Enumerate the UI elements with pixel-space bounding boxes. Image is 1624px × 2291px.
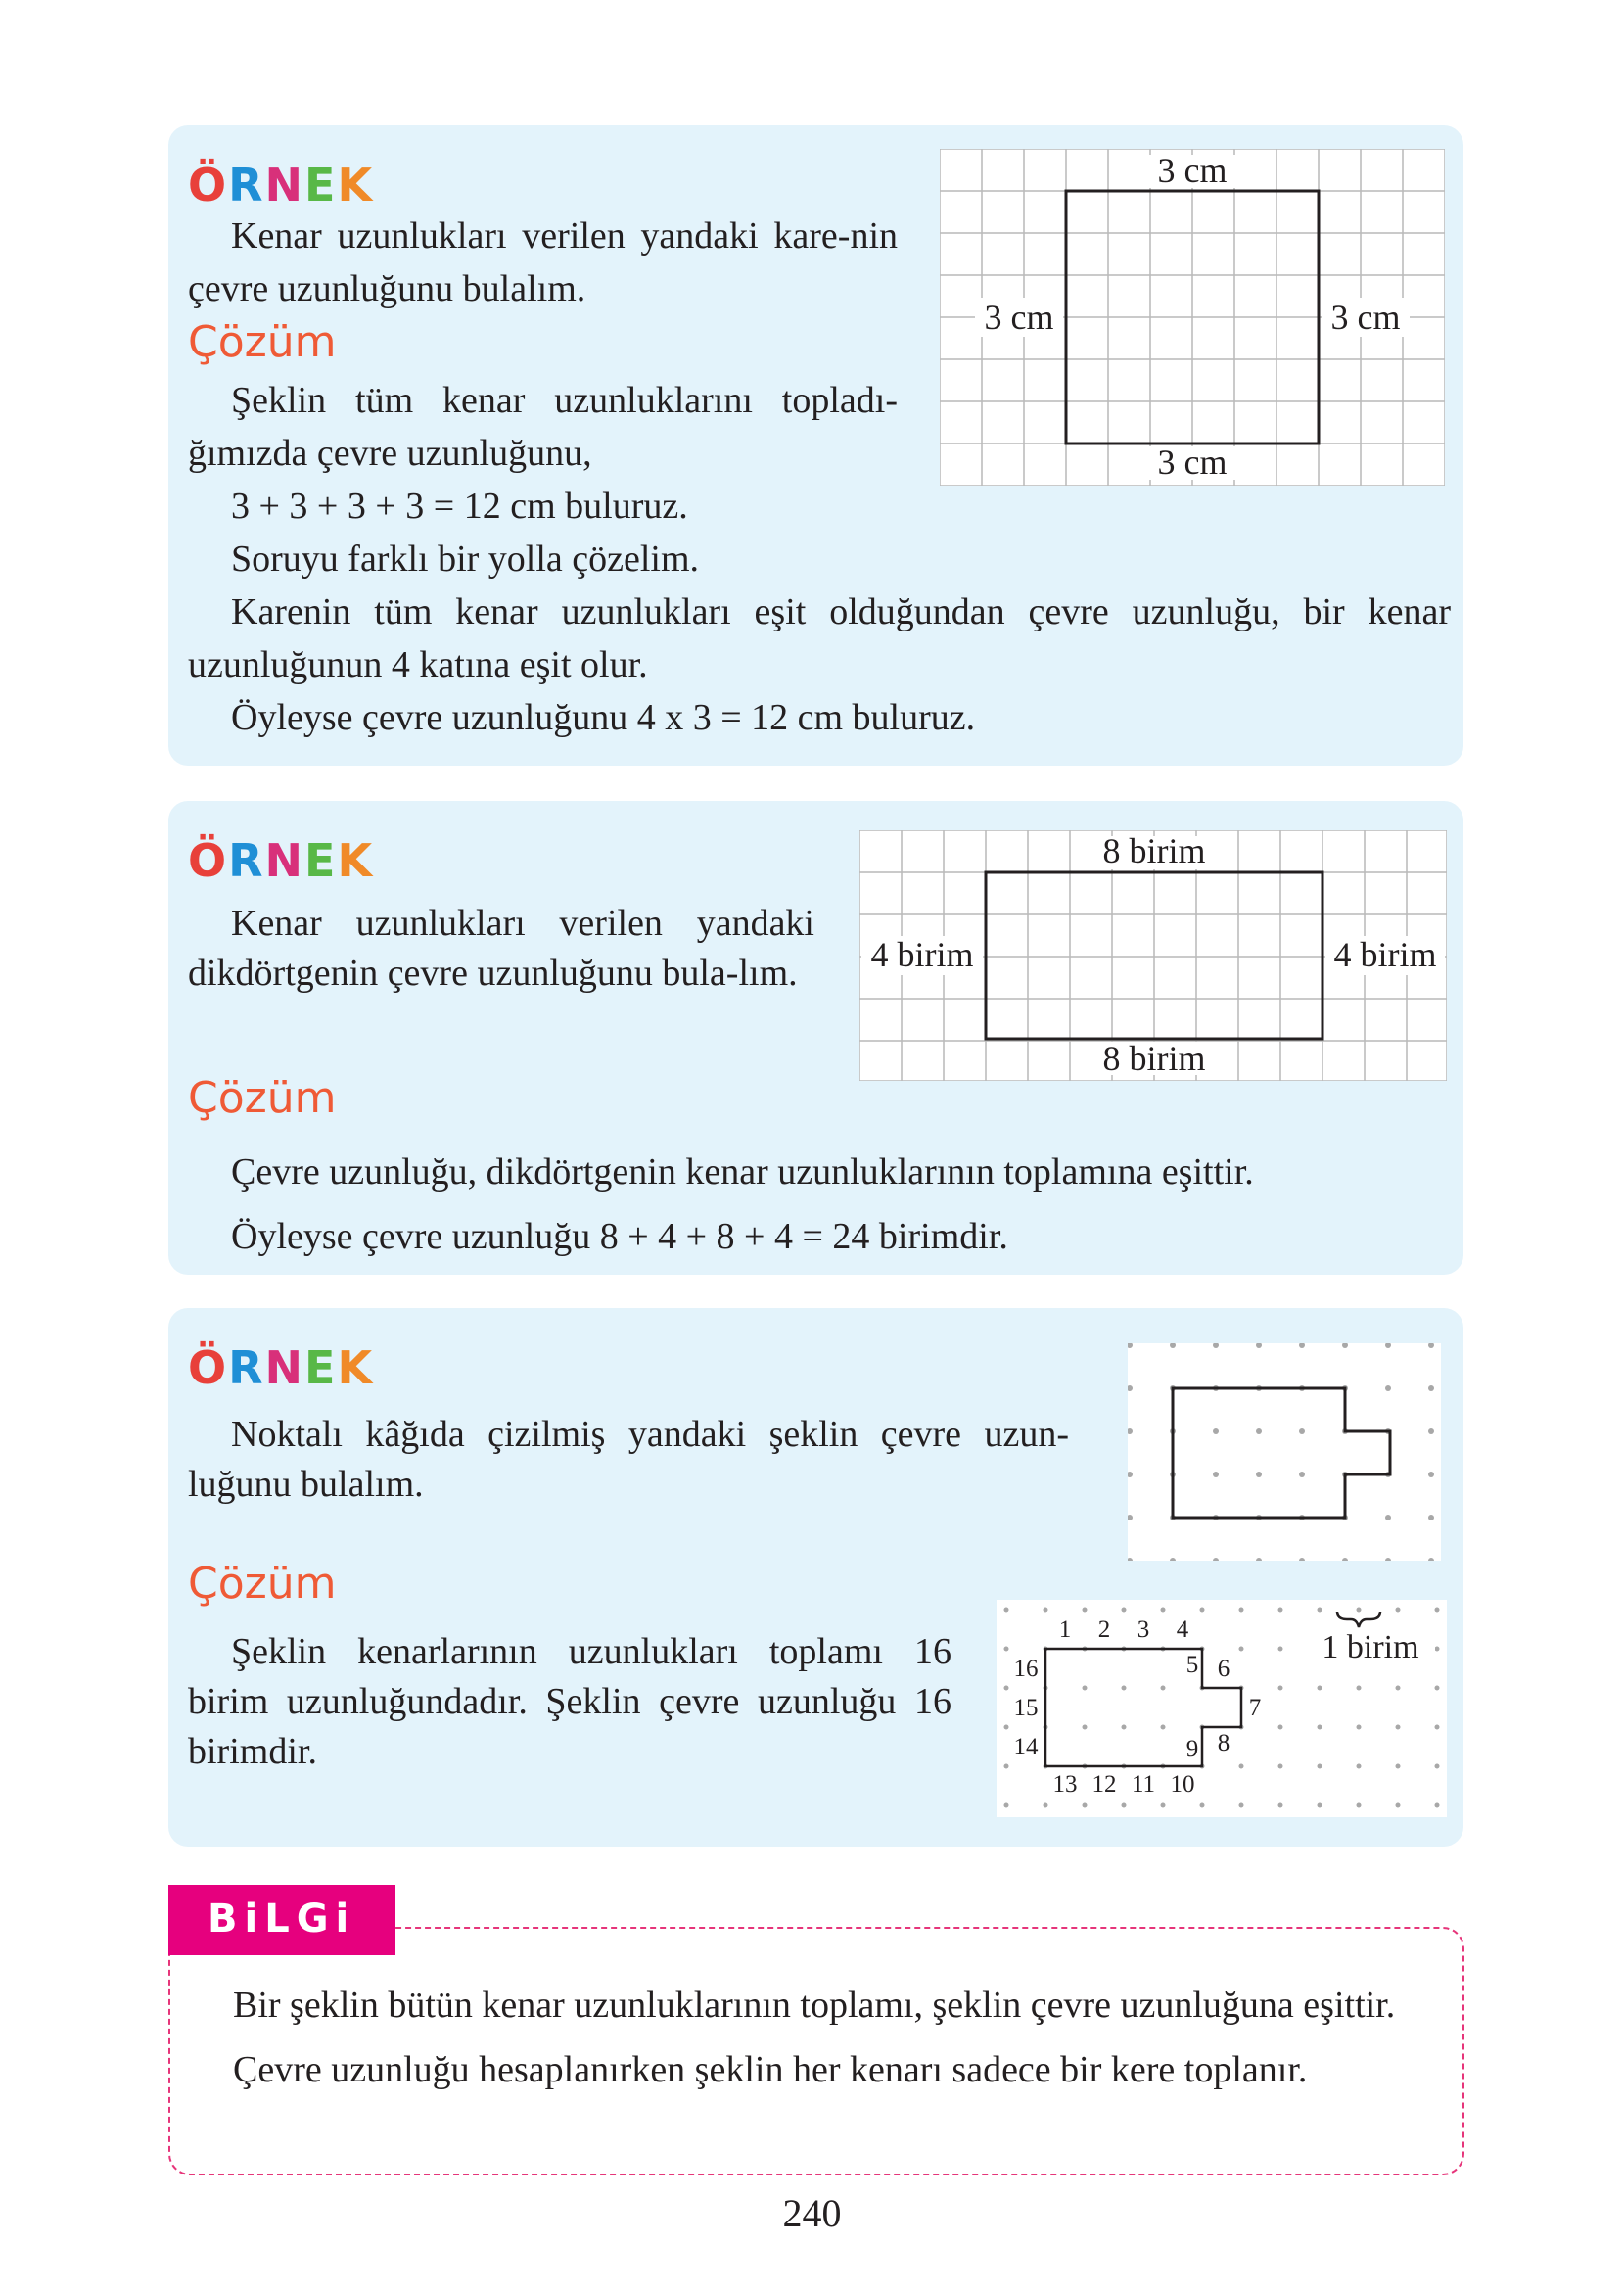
grid-dot xyxy=(1200,1803,1205,1808)
top-side-label: 3 cm xyxy=(1157,151,1228,190)
bottom-side-label: 3 cm xyxy=(1157,443,1228,482)
grid-dot xyxy=(1083,1686,1088,1691)
heading-letter: R xyxy=(228,159,265,211)
example-1-solution-heading: Çözüm xyxy=(188,317,337,367)
example-3-solution-heading: Çözüm xyxy=(188,1559,337,1609)
grid-dot xyxy=(1435,1803,1440,1808)
grid-dot xyxy=(1385,1515,1391,1520)
solution-line: Öyleyse çevre uzunluğu 8 + 4 + 8 + 4 = 24 birimdir. xyxy=(231,1216,1008,1257)
solution-line: Çevre uzunluğu, dikdörtgenin kenar uzunluklarının toplamına eşittir. xyxy=(231,1151,1254,1192)
edge-number: 7 xyxy=(1248,1695,1262,1721)
numbered-dotted-figure xyxy=(997,1600,1447,1817)
bilgi-line: Bir şeklin bütün kenar uzunluklarının toplamı, şeklin çevre uzunluğuna eşittir. xyxy=(233,1985,1396,2026)
grid-dot xyxy=(1044,1803,1048,1808)
heading-letter: K xyxy=(337,834,375,887)
bilgi-text xyxy=(190,1978,1443,2097)
grid-dot xyxy=(1161,1608,1166,1613)
grid-dot xyxy=(1004,1764,1009,1769)
solution-line: Karenin tüm kenar uzunlukları eşit olduğundan çevre uzunluğu, bir kenar uzunluğunun 4 katına eşit olur. xyxy=(188,591,1451,685)
grid-dot xyxy=(1004,1725,1009,1730)
grid-dot xyxy=(1161,1686,1166,1691)
solution-line: Öyleyse çevre uzunluğunu 4 x 3 = 12 cm buluruz. xyxy=(231,697,976,738)
grid-dot xyxy=(1213,1428,1219,1434)
example-2-question: Kenar uzunlukları verilen yandaki dikdörtgenin çevre uzunluğunu bula-lım. xyxy=(188,903,814,994)
grid-dot xyxy=(1083,1725,1088,1730)
heading-letter: E xyxy=(304,159,338,211)
heading-letter: E xyxy=(304,1341,338,1394)
grid-dot xyxy=(1239,1608,1244,1613)
grid-dot xyxy=(1161,1725,1166,1730)
example-2-solution-heading: Çözüm xyxy=(188,1073,337,1123)
grid-dot xyxy=(1083,1803,1088,1808)
edge-number: 2 xyxy=(1097,1616,1111,1643)
grid-dot xyxy=(1318,1725,1322,1730)
heading-letter: R xyxy=(228,1341,265,1394)
bilgi-tag xyxy=(168,1885,395,1955)
grid-dot xyxy=(1278,1686,1283,1691)
grid-dot xyxy=(1357,1725,1362,1730)
edge-number: 13 xyxy=(1052,1771,1078,1798)
heading-letter: Ö xyxy=(188,159,229,211)
edge-number: 15 xyxy=(1013,1695,1039,1721)
solution-line: Soruyu farklı bir yolla çözelim. xyxy=(231,538,700,580)
grid-dot xyxy=(1239,1764,1244,1769)
grid-dot xyxy=(1318,1764,1322,1769)
bilgi-tag-label: BiLGi xyxy=(208,1896,356,1941)
grid-dot xyxy=(1428,1515,1434,1520)
grid-dot xyxy=(1278,1725,1283,1730)
unit-label: 1 birim xyxy=(1322,1629,1419,1665)
grid-dot xyxy=(1004,1803,1009,1808)
left-side-label: 4 birim xyxy=(870,935,974,974)
edge-number: 10 xyxy=(1170,1771,1195,1798)
grid-dot xyxy=(1396,1608,1401,1613)
grid-dot xyxy=(1435,1608,1440,1613)
edge-number: 1 xyxy=(1058,1616,1072,1643)
example-2-box xyxy=(168,801,1463,1275)
bilgi-line: Çevre uzunluğu hesaplanırken şeklin her kenarı sadece bir kere toplanır. xyxy=(233,2049,1308,2090)
grid-dot xyxy=(1396,1803,1401,1808)
heading-letter: Ö xyxy=(188,834,229,887)
example-2-solution xyxy=(188,1140,1451,1269)
grid-dot xyxy=(1435,1686,1440,1691)
grid-dot xyxy=(1161,1803,1166,1808)
grid-dot xyxy=(1428,1472,1434,1477)
grid-dot xyxy=(1318,1803,1322,1808)
grid-dot xyxy=(1435,1647,1440,1652)
grid-dot xyxy=(1435,1764,1440,1769)
grid-dot xyxy=(1122,1725,1127,1730)
heading-letter: E xyxy=(304,834,338,887)
heading-letter: K xyxy=(337,159,375,211)
grid-dot xyxy=(1396,1725,1401,1730)
grid-dot xyxy=(1357,1803,1362,1808)
solution-line: 3 + 3 + 3 + 3 = 12 cm buluruz. xyxy=(231,486,688,527)
heading-letter: K xyxy=(337,1341,375,1394)
example-3-question: Noktalı kâğıda çizilmiş yandaki şeklin çevre uzun-luğunu bulalım. xyxy=(188,1414,1069,1505)
grid-dot xyxy=(1357,1686,1362,1691)
grid-dot xyxy=(1357,1608,1362,1613)
bottom-side-label: 8 birim xyxy=(1102,1039,1206,1078)
example-1-box xyxy=(168,125,1463,766)
edge-number: 3 xyxy=(1137,1616,1150,1643)
heading-letter: Ö xyxy=(188,1341,229,1394)
edge-number: 16 xyxy=(1013,1656,1039,1682)
grid-dot xyxy=(1004,1686,1009,1691)
right-side-label: 4 birim xyxy=(1333,935,1437,974)
grid-dot xyxy=(1004,1608,1009,1613)
example-1-question: Kenar uzunlukları verilen yandaki kare-nin çevre uzunluğunu bulalım. xyxy=(188,215,898,309)
edge-number: 4 xyxy=(1176,1616,1189,1643)
example-1-heading xyxy=(188,159,375,211)
example-2-heading xyxy=(188,834,375,887)
example-3-box xyxy=(168,1308,1463,1847)
grid-dot xyxy=(1239,1803,1244,1808)
edge-number: 5 xyxy=(1185,1652,1199,1678)
rectangle-grid-figure xyxy=(859,830,1447,1081)
edge-number: 6 xyxy=(1217,1656,1230,1682)
heading-letter: N xyxy=(264,834,305,887)
edge-number: 8 xyxy=(1217,1730,1230,1756)
heading-letter: N xyxy=(264,159,305,211)
grid-dot xyxy=(1256,1428,1262,1434)
grid-dot xyxy=(1357,1764,1362,1769)
edge-number: 12 xyxy=(1091,1771,1117,1798)
grid-dot xyxy=(1318,1686,1322,1691)
grid-dot xyxy=(1318,1608,1322,1613)
grid-dot xyxy=(1044,1608,1048,1613)
grid-dot xyxy=(1083,1608,1088,1613)
heading-letter: R xyxy=(228,834,265,887)
heading-letter: N xyxy=(264,1341,305,1394)
grid-dot xyxy=(1213,1472,1219,1477)
grid-dot xyxy=(1122,1686,1127,1691)
grid-dot xyxy=(1200,1608,1205,1613)
grid-dot xyxy=(1428,1428,1434,1434)
example-3-solution: Şeklin kenarlarının uzunlukları toplamı 16 birim uzunluğundadır. Şeklin çevre uzunluğu 16 birimdir. xyxy=(188,1631,951,1772)
grid-dot xyxy=(1122,1803,1127,1808)
edge-number: 9 xyxy=(1185,1736,1199,1762)
edge-number: 14 xyxy=(1013,1734,1039,1760)
bilgi-box xyxy=(168,1927,1464,2175)
grid-dot xyxy=(1396,1686,1401,1691)
grid-dot xyxy=(1278,1803,1283,1808)
grid-dot xyxy=(1385,1385,1391,1391)
right-side-label: 3 cm xyxy=(1330,298,1401,337)
grid-dot xyxy=(1278,1608,1283,1613)
grid-dot xyxy=(1278,1764,1283,1769)
page-number: 240 xyxy=(782,2191,842,2235)
grid-dot xyxy=(1004,1647,1009,1652)
left-side-label: 3 cm xyxy=(984,298,1054,337)
example-3-heading xyxy=(188,1341,375,1394)
edge-number: 11 xyxy=(1131,1771,1156,1798)
grid-dot xyxy=(1299,1472,1305,1477)
grid-dot xyxy=(1278,1647,1283,1652)
grid-dot xyxy=(1299,1428,1305,1434)
grid-dot xyxy=(1396,1764,1401,1769)
grid-dot xyxy=(1435,1725,1440,1730)
top-side-label: 8 birim xyxy=(1102,831,1206,870)
dotted-shape-figure xyxy=(1128,1343,1441,1561)
square-grid-figure xyxy=(940,149,1445,486)
solution-line: Şeklin tüm kenar uzunluklarını topladı-ğımızda çevre uzunluğunu, xyxy=(188,380,898,474)
grid-dot xyxy=(1239,1647,1244,1652)
grid-dot xyxy=(1122,1608,1127,1613)
grid-dot xyxy=(1428,1385,1434,1391)
grid-dot xyxy=(1256,1472,1262,1477)
